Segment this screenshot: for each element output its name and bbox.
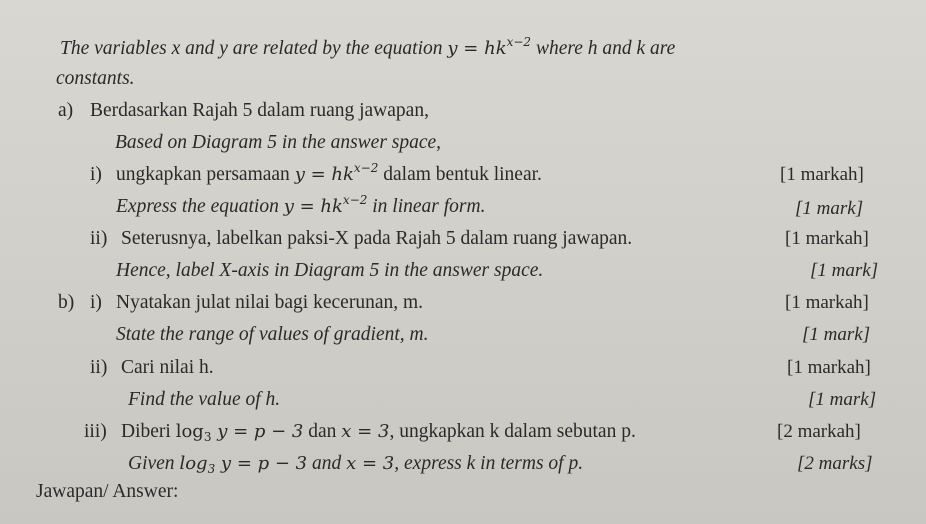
x-equation: x = 3 xyxy=(346,453,395,474)
intro-text-start: The variables x and y are related by the equation xyxy=(60,38,448,59)
part-b-ii-mark-ms: [1 markah] xyxy=(787,357,871,378)
intro-line-2: constants. xyxy=(56,68,135,89)
answer-label: Jawapan/ Answer: xyxy=(36,481,179,502)
equation: $y = hk^{x-2}$ xyxy=(283,193,368,217)
part-b-ii-mark-en: [1 mark] xyxy=(808,389,877,410)
part-a-i-mark-en: [1 mark] xyxy=(795,198,864,219)
part-a-ii-text-ms: Seterusnya, labelkan paksi-X pada Rajah 5 dalam ruang jawapan. xyxy=(121,228,633,249)
part-b-label: b) xyxy=(58,292,75,313)
part-a-i-label: i) xyxy=(90,164,102,185)
part-a-ii-text-en: Hence, label X-axis in Diagram 5 in the answer space. xyxy=(116,260,544,281)
intro-equation: $y = hk^{x-2}$ xyxy=(447,35,532,59)
part-b-i-mark-en: [1 mark] xyxy=(802,324,871,345)
part-b-iii-mark-en: [2 marks] xyxy=(797,453,873,474)
part-a-label: a) xyxy=(58,100,74,121)
part-a-text-en: Based on Diagram 5 in the answer space, xyxy=(115,132,442,153)
part-a-i-text-en: Express the equation $y = hk^{x-2}$ in linear form. xyxy=(116,193,486,217)
part-a-ii-mark-en: [1 mark] xyxy=(810,260,879,281)
part-b-iii-text-ms: Diberi $\log_3 y = p - 3$ dan x = 3, ungkapkan k dalam sebutan p. xyxy=(121,421,636,444)
part-b-i-text-en: State the range of values of gradient, m. xyxy=(116,324,429,345)
part-b-iii-text-en: Given $\log_3 y = p - 3$ and x = 3, express k in terms of p. xyxy=(128,453,584,476)
part-b-i-mark-ms: [1 markah] xyxy=(785,292,869,313)
part-b-ii-text-en: Find the value of h. xyxy=(128,389,281,410)
part-a-ii-mark-ms: [1 markah] xyxy=(785,228,869,249)
x-equation: x = 3 xyxy=(341,421,390,442)
part-b-ii-label: ii) xyxy=(90,357,108,378)
part-b-i-text-ms: Nyatakan julat nilai bagi kecerunan, m. xyxy=(116,292,424,313)
log-equation: $\log_3 y = p - 3$ xyxy=(175,421,304,444)
part-b-iii-mark-ms: [2 markah] xyxy=(777,421,861,442)
part-a-ii-label: ii) xyxy=(90,228,108,249)
part-a-text-ms: Berdasarkan Rajah 5 dalam ruang jawapan, xyxy=(90,100,429,121)
part-b-i-label: i) xyxy=(90,292,102,313)
part-b-ii-text-ms: Cari nilai h. xyxy=(121,357,214,378)
log-equation: $\log_3 y = p - 3$ xyxy=(179,453,308,476)
part-b-iii-label: iii) xyxy=(84,421,107,442)
part-a-i-mark-ms: [1 markah] xyxy=(780,164,864,185)
intro-line-1 xyxy=(60,37,675,61)
part-a-i-text-ms: ungkapkan persamaan $y = hk^{x-2}$ dalam bentuk linear. xyxy=(116,161,542,185)
intro-text-end: where h and k are xyxy=(531,38,676,59)
equation: $y = hk^{x-2}$ xyxy=(294,161,379,185)
